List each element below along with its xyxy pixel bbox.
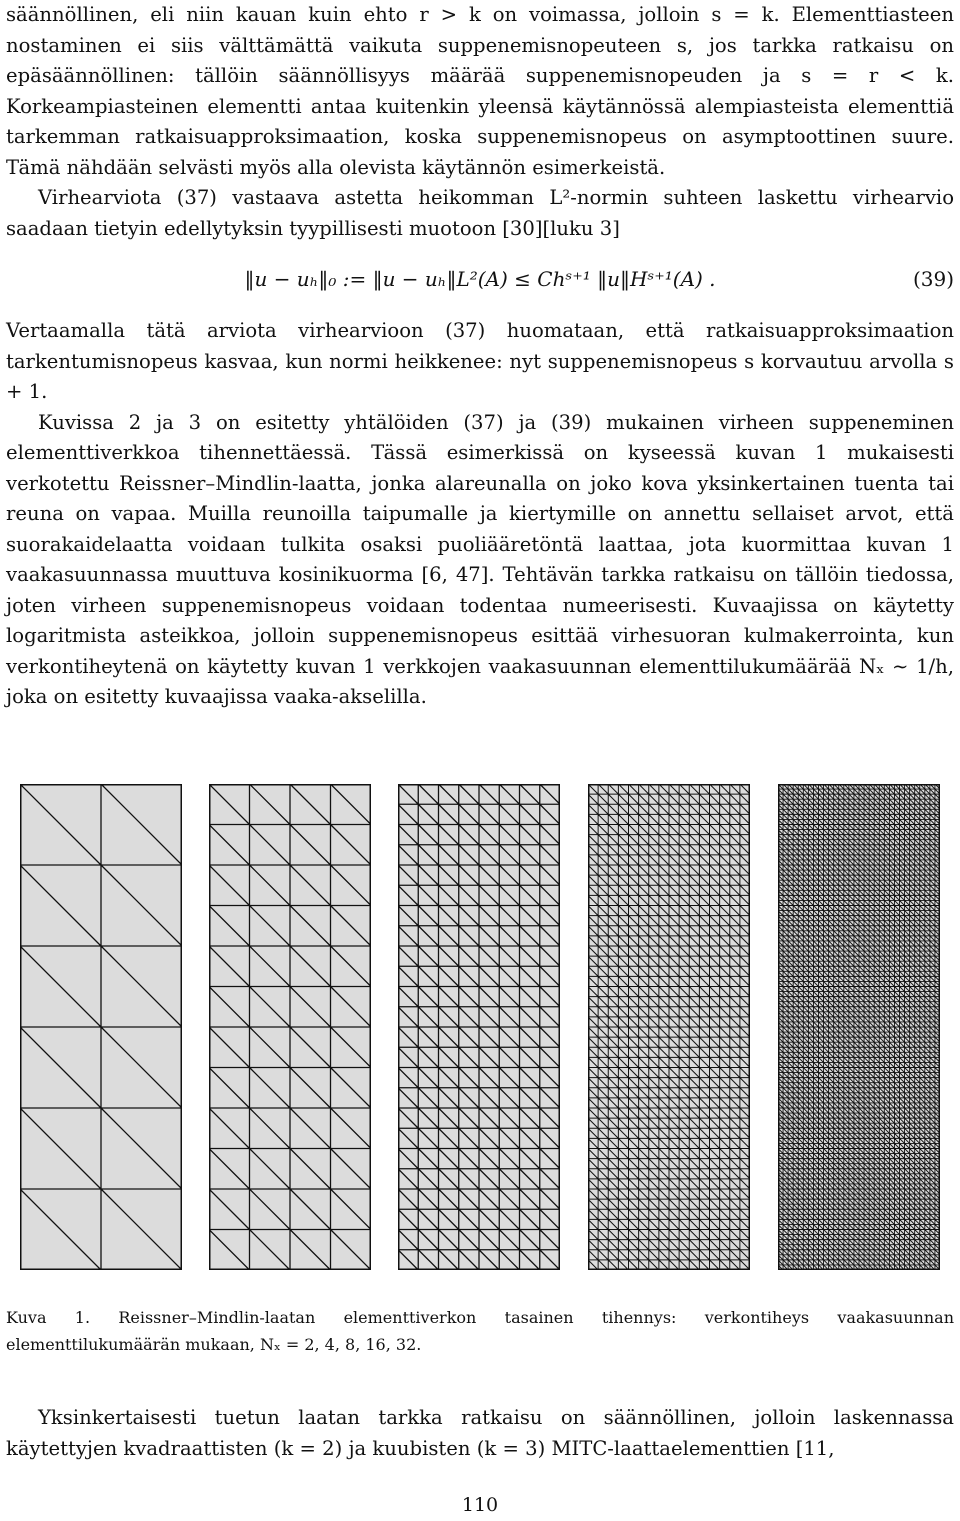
mesh-panel-nx-8 [398, 784, 560, 1270]
body-text-middle [6, 316, 954, 713]
paragraph-1: säännöllinen, eli niin kauan kuin ehto r > k on voimassa, jolloin s = k. Elementtiasteen nostaminen ei siis välttämättä vaikuta suppenemisnopeuteen s, jos tarkka ratkaisu on epäsäännöllinen: tällöin säännöllisyys määrää suppenemisnopeuden ja s = r < k. Korkeampiasteinen elementti antaa kuitenkin yleensä käytännössä alempiasteista elementtiä tarkemman ratkaisuapproksimaation, koska suppenemisnopeus on asymptoottinen suure. Tämä nähdään selvästi myös alla olevista käytännön esimerkeistä. [6, 3, 954, 179]
equation-39 [0, 262, 960, 296]
paragraph-3: Vertaamalla tätä arviota virhearvioon (37) huomataan, että ratkaisuapproksimaation tarkentumisnopeus kasvaa, kun normi heikkenee: nyt suppenemisnopeus s korvautuu arvolla s + 1. [6, 319, 954, 403]
mesh-panel-nx-32 [778, 784, 940, 1270]
mesh-panel-nx-4 [209, 784, 371, 1270]
equation-formula: ‖u − uₕ‖₀ := ‖u − uₕ‖L²(A) ≤ Chˢ⁺¹ ‖u‖Hˢ⁺¹(A) . [244, 267, 716, 291]
page-number: 110 [461, 1494, 499, 1516]
mesh-figure [0, 784, 960, 1274]
mesh-panel-nx-16 [588, 784, 750, 1270]
mesh-panel-nx-2 [20, 784, 182, 1270]
figure-caption: Kuva 1. Reissner–Mindlin-laatan elementtiverkon tasainen tihennys: verkontiheys vaakasuunnan elementtilukumäärän mukaan, Nₓ = 2, 4, 8, 16, 32. [6, 1308, 954, 1354]
paragraph-2: Virhearviota (37) vastaava astetta heikomman L²-normin suhteen laskettu virhearvio saadaan tietyin edellytyksin tyypillisesti muotoon [30][luku 3] [6, 186, 954, 240]
body-text-top [6, 0, 954, 244]
paragraph-5: Yksinkertaisesti tuetun laatan tarkka ratkaisu on säännöllinen, jolloin laskennassa käytettyjen kvadraattisten (k = 2) ja kuubisten (k = 3) MITC-laattaelementtien [11, [6, 1406, 954, 1460]
body-text-bottom [6, 1403, 954, 1464]
equation-number: (39) [912, 267, 954, 291]
paragraph-4: Kuvissa 2 ja 3 on esitetty yhtälöiden (37) ja (39) mukainen virheen suppeneminen elementtiverkkoa tihennettäessä. Tässä esimerkissä on kyseessä kuvan 1 mukaisesti verkotettu Reissner–Mindlin-laatta, jonka alareunalla on joko kova yksinkertainen tuenta tai reuna on vapaa. Muilla reunoilla taipumalle ja kiertymille on annettu sellaiset arvot, että suorakaidelaatta voidaan tulkita osaksi puoliääretöntä laattaa, jota kuormittaa kuvan 1 vaakasuunnassa muuttuva kosinikuorma [6, 47]. Tehtävän tarkka ratkaisu on tällöin tiedossa, joten virheen suppenemisnopeus voidaan todentaa numeerisesti. Kuvaajissa on käytetty logaritmista asteikkoa, jolloin suppenemisnopeus esittää virhesuoran kulmakerrointa, kun verkontiheytenä on käytetty kuvan 1 verkkojen vaakasuunnan elementtilukumäärää Nₓ ∼ 1/h, joka on esitetty kuvaajissa vaaka-akselilla. [6, 410, 954, 708]
